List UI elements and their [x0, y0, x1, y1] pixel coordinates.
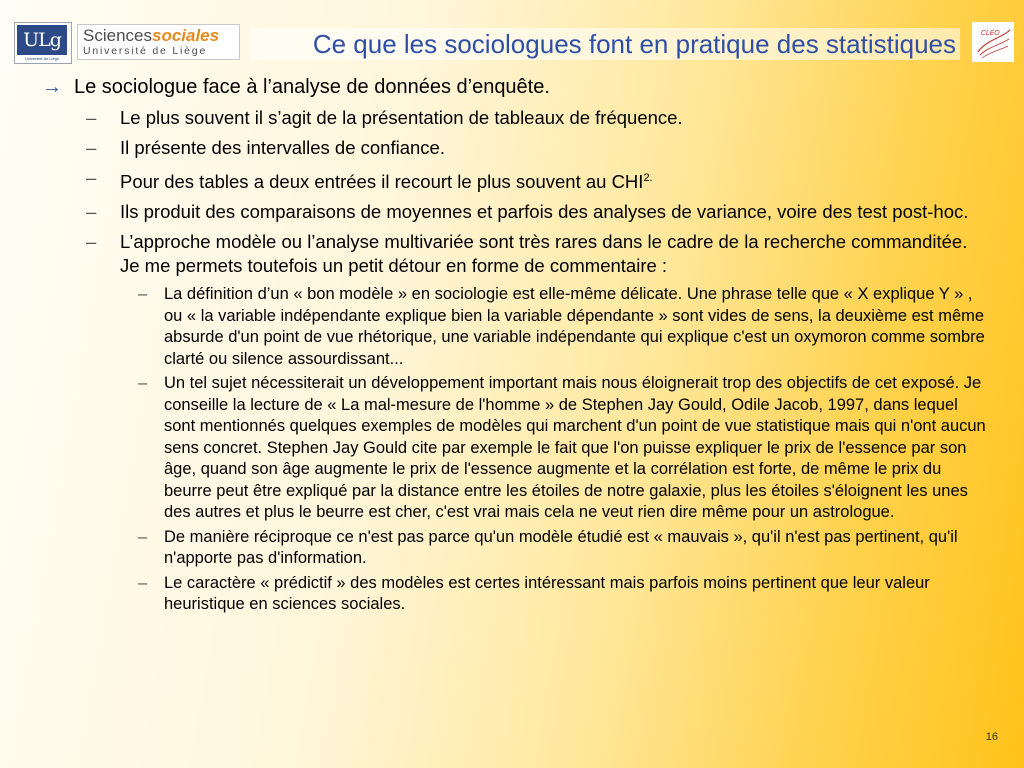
slide-header: [0, 0, 1024, 62]
bullet-level3: [42, 284, 992, 370]
bullet-text: L’approche modèle ou l’analyse multivariée sont très rares dans le cadre de la recherche commanditée. Je me permets toutefois un petit détour en forme de commentaire :: [120, 231, 968, 277]
bullet-level2: [42, 166, 992, 194]
dash-bullet-icon: –: [138, 285, 148, 304]
bullet-level2: [42, 200, 992, 224]
bullet-level2: [42, 230, 992, 278]
dash-bullet-icon: –: [138, 527, 148, 546]
sciences-sociales-logo: [77, 24, 240, 60]
ulg-logo: [14, 22, 72, 64]
dash-bullet-icon: –: [86, 201, 97, 223]
slide-title: Ce que les sociologues font en pratique des statistiques: [250, 28, 960, 60]
dash-bullet-icon: –: [138, 573, 148, 592]
subbullet-text: Un tel sujet nécessiterait un développement important mais nous éloignerait trop des objectifs de cet exposé. Je conseille la lecture de « La mal-mesure de l'homme » de Stephen Jay Gould, Odile Jacob, 1997, dans lequel sont mentionnés quelques exemples de modèles qui marchent d'un point de vue statistique mais qui n'ont aucun sens concret. Stephen Jay Gould cite par exemple le fait que l'on puisse expliquer le prix de l'essence par son âge, quand son âge augmente le prix de l'essence augmente et la corrélation est forte, de même le prix du beurre peut être expliqué par la distance entre les étoiles de notre galaxie, plus les étoiles s'éloignent les unes des autres et plus le beurre est cher, c'est vrai mais cela ne veut rien dire même pour un astrologue.: [164, 374, 986, 522]
arrow-bullet-icon: →: [42, 76, 62, 98]
bullet-text: Pour des tables a deux entrées il recourt le plus souvent au CHI: [120, 171, 644, 193]
superscript-text: 2.: [643, 172, 653, 184]
cleo-logo-text: CLEO: [981, 29, 1000, 37]
subbullet-text: Le caractère « prédictif » des modèles est certes intéressant mais parfois moins pertinent que leur valeur heuristique en sciences sociales.: [164, 573, 930, 614]
dash-bullet-icon: –: [86, 107, 97, 128]
ulg-logo-subtext: Université de Liège: [24, 56, 60, 61]
dash-bullet-icon: –: [86, 167, 97, 188]
bullet-text: Il présente des intervalles de confiance.: [120, 137, 445, 158]
subbullet-text: De manière réciproque ce n'est pas parce qu'un modèle étudié est « mauvais », qu'il n'est pas pertinent, qu'il n'apporte pas d'information.: [164, 527, 958, 568]
page-number: 16: [985, 731, 998, 743]
bullet-level3: [42, 573, 992, 616]
subbullet-text: La définition d’un « bon modèle » en sociologie est elle-même délicate. Une phrase telle que « X explique Y » , ou « la variable indépendante explique bien la variable dépendante » sont vides de sens, la deuxième est même absurde d'un point de vue rhétorique, une variable indépendante qui explique c'est un oxymoron comme sombre clarté ou silence assourdissant...: [164, 285, 985, 368]
slide-content: [42, 75, 992, 619]
sciences-logo-word: Sciences: [83, 26, 152, 45]
dash-bullet-icon: –: [86, 231, 97, 253]
heading-text: Le sociologue face à l’analyse de données d’enquête.: [74, 76, 550, 98]
sciences-sociales-logo-name: [83, 26, 219, 45]
bullet-text: Ils produit des comparaisons de moyennes et parfois des analyses de variance, voire des test post-hoc.: [120, 201, 969, 223]
sociales-logo-word: sociales: [151, 26, 220, 45]
bullet-level2: [42, 136, 992, 160]
sciences-sociales-logo-university: Université de Liège: [83, 45, 208, 57]
bullet-text: Le plus souvent il s’agit de la présentation de tableaux de fréquence.: [120, 107, 683, 128]
dash-bullet-icon: –: [138, 374, 148, 393]
bullet-level3: [42, 373, 992, 524]
bullet-level1: [42, 75, 992, 100]
ulg-logo-mark: ULg: [17, 25, 67, 55]
bullet-level2: [42, 106, 992, 130]
dash-bullet-icon: –: [86, 137, 97, 158]
cleo-logo: [972, 22, 1014, 62]
bullet-level3: [42, 527, 992, 570]
